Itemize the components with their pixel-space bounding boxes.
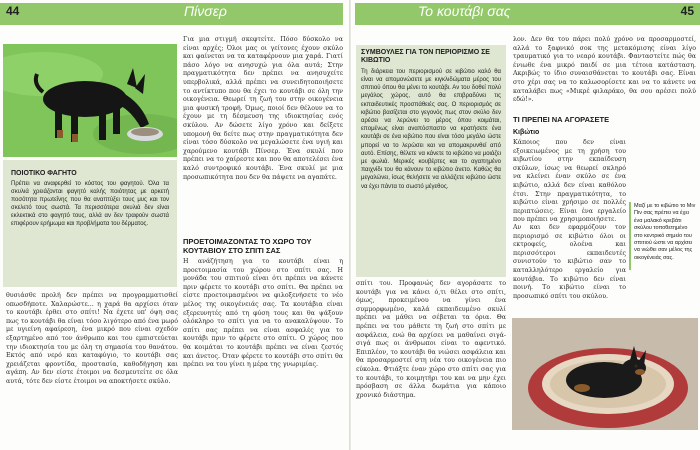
second-column-top (183, 36, 343, 182)
what-to-buy-heading: ΤΙ ΠΡΕΠΕΙ ΝΑ ΑΓΟΡΑΣΕΤΕ (513, 115, 610, 124)
crate-tips-title: ΣΥΜΒΟΥΛΕΣ ΓΙΑ ΤΟΝ ΠΕΡΙΟΡΙΣΜΟ ΣΕ ΚΙΒΩΤΙΟ (361, 49, 490, 65)
left-header-bar (0, 3, 343, 25)
second-column-paragraph: Για μια στιγμή σκεφτείτε. Πόσο δύσκολο να είναι αρχές; Όλοι μας οι γείτονες έχουν σκύλο και φαίνεται να τα καταφέρνουν μια χαρά. Γιατί πάσο λόγο να ανησυχώ για όλα αυτά; Στην πραγματικότητα δεν πρέπει να ανησυχείτε υπερβολικά, αλλά πρέπει να συνειδητοποιήσετε το αντίκτυπο που θα έχει το κουτάβι σε όλη την οικογένεια. Θεωρεί τη ζωή του στην οικογένεια μια φυσική τροφή. Όμως, ποιοί δεν θέλουν να το έχουν με τη δέσμευση της ιδιοκτησίας ενός σκύλου. Αν δώσετε λίγο χρόνο και δείξετε υπομονή θα δείτε πως στην πραγματικότητα δεν είναι τόσο δύσκολο να μεγαλώσετε ένα υγιή και χαρούμενο κουτάβι Πίνσερ. Ένα σκυλί που πρέπει να το χαίρεστε και που θα αποτελέσει ένα καλό συντροφικό κουτάβι. Ένα σκυλί με μια προσωπικότητα που δεν θα πάψετε να αγαπάτε. (183, 36, 343, 181)
prepare-space-heading: ΠΡΟΕΤΟΙΜΑΖΟΝΤΑΣ ΤΟ ΧΩΡΟ ΤΟΥ ΚΟΥΤΑΒΙΟΥ ΣΤΟ ΣΠΙΤΙ ΣΑΣ (183, 237, 312, 255)
quality-food-title: ΠΟΙΟΤΙΚΟ ΦΑΓΗΤΟ (11, 170, 77, 177)
second-column-bottom (183, 258, 343, 370)
dog-in-bed-illustration (512, 318, 698, 430)
left-column-text (6, 292, 178, 387)
crate-tips-box (356, 45, 506, 277)
crate-subheading: Κιβώτιο (513, 129, 540, 136)
crate-tips-body: Τη διάρκεια του περιορισμού σε κιβώτιο καλό θα είναι να απομονώσετε με κιγκλιδώματα μέρος του σπιτιού όπου θα μένει το κουτάβι. Αν του δοθεί πολύ μεγάλος χώρος, αυτό θα επιβραδύνει τις εκπαιδευτικές προσπάθειές σας. Ο περιορισμός σε κιβώτιο βασίζεται στο γεγονός πως στον σκύλο δεν αρέσει να λερώνει το μέρος όπου κοιμάται, επομένως είναι αναπόσπαστο να κρατήσετε ένα κουτάβι σε ένα κιβώτιο που είναι τόσο μεγάλο ώστε μπορεί να το λερώσει και να απομακρυνθεί από αυτό. Επίσης, θέλετε να κάνετε το κιβώτιο να μοιάζει με φωλιά. Μερικές κουβέρτες και το αγαπημένο παιχνίδι του θα κάνουν το κιβώτιο άνετο. Καθώς θα μεγαλώνει, ίσως θελήσετε να αλλάζετε κιβώτιο ώστε να έχει πάντα το σωστό μέγεθος. (361, 68, 501, 190)
bed-sidenote: Μαζί με το κιβώτιο το Μιν Πιν σας πρέπει να έχει ένα μαλακό κρεβάτι σκύλου τοποθετημένο στο κεντρικό σημείο του σπιτιού ώστε να αρχίσει να νιώθει σαν μέλος της οικογένειάς σας. (634, 203, 696, 261)
quality-food-body: Πρέπει να αναφερθεί το κόστος του φαγητού. Όλα τα σκυλιά χρειάζονται φαγητό καλής ποιότητας με αρκετή ποσότητα πρωτεΐνης που θα αναπτύξει τους μυς και τον σκελετό τους σωστά. Τα περισσότερα σκυλιά δεν είναι εκλεκτικά στο φαγητό τους, αλλά αν δεν τραφούν σωστά επιφέρουν ερήμωμα και προβλήματα του δέρματος. (11, 181, 169, 227)
fourth-column-paragraph: λον. Δεν θα του πάρει πολύ χρόνο να προσαρμοστεί, αλλά το ξαφνικό σοκ της μετακόμισης είναι λίγο τραυματικό για το νεαρό κουτάβι. Φανταστείτε πώς θα ένιωθε ένα μικρό παιδί σε μια τέτοια κατάσταση. Ακριβώς το ίδιο συναισθάνεται το κουτάβι σας. Είναι στο χέρι σας να το καλωσορίσετε και να το κάνετε να καταλάβει πως «Μικρέ φιλαράκο, θα σου αρέσει πολύ εδώ!». (513, 36, 696, 104)
fourth-column-mid (513, 139, 626, 225)
left-page-title: Πίνσερ (184, 3, 227, 19)
left-page-number: 44 (6, 4, 20, 18)
page-gutter (349, 0, 351, 450)
fourth-column-lower (513, 224, 626, 301)
right-page-title: Το κουτάβι σας (418, 3, 511, 19)
dog-eating-photo (3, 44, 177, 157)
right-header-bar (355, 3, 700, 25)
dog-in-bed-photo (512, 318, 698, 430)
fourth-column-top (513, 36, 696, 105)
sidenote-accent-bar (629, 202, 631, 270)
crate-intro-paragraph: Κάποιος που δεν είναι εξοικειωμένος με τη χρήση του κιβωτίου στην εκπαίδευση σκύλων, ίσως να θεωρεί σκληρό να κλείνει έναν σκύλο σε ένα κιβώτιο, αλλά δεν είναι καθόλου έτσι. Στην πραγματικότητα, το κιβώτιο είναι χρήσιμο σε πολλές περιπτώσεις. Είναι ένα εργαλείο που πρέπει να χρησιμοποιήσετε. (513, 139, 626, 224)
right-page-number: 45 (680, 4, 694, 18)
third-column-bottom (356, 280, 506, 400)
quality-food-box (3, 160, 177, 287)
third-column-paragraph: σπίτι του. Προφανώς δεν αγοράσατε το κουτάβι για να κάνει ό,τι θέλει στο σπίτι, όμως, προκειμένου να γίνει ένα συμμορφωμένο, καλά εκπαιδευμένο σκυλί πρέπει να μάθει να σέβεται τα όρια. Θα πρέπει να του μάθετε τη ζωή στο σπίτι με ασφάλεια, ενώ θα αρχίσει να μαθαίνει σιγά-σιγά πως οι άνθρωποι είναι το αφεντικό. Επιπλέον, το κουτάβι θα νιώσει ασφάλεια και θα προσαρμοστεί στη νέα του οικογένεια πιο εύκολα. Φτιάξτε έναν χώρο στο σπίτι σας για το κουτάβι, το κοιμητήρι του και να μην έχει πρόσβαση σε άλλα δωμάτια για κάποιο χρονικό διάστημα. (356, 280, 506, 399)
second-column-bottom-paragraph: Η ανάζήτηση για το κουτάβι είναι η προετοιμασία του χώρου στο σπίτι σας. Η μονάδα του σπιτιού είναι ότι πρέπει να κάνετε πριν φέρετε το κουτάβι στο σπίτι. Θα πρέπει να είστε προετοιμασμένοι να φιλοξενήσετε το νέο μέλος της οικογένειάς σας. Τα κουτάβια είναι εξερευνητές από τη φύση τους και θα ψάξουν ολόκληρο το σπίτι για να το ανακαλύψουν. Το σπίτι σας πρέπει να είναι ασφαλές για το κουτάβι πριν το φέρετε στο σπίτι. Ο χώρος που θα κοιμάται το κουτάβι πρέπει να είναι ζεστός και άνετος. Όταν φέρετε το κουτάβι στο σπίτι θα πρέπει να του γίνει η μέρα της γνωριμίας. (183, 258, 343, 369)
crate-detail-paragraph: Αν και δεν εφαρμόζουν τον περιορισμό σε κιβώτιο όλοι οι εκτροφείς, ολοένα και περισσότεροι εκπαιδευτές συνιστούν το κιβώτιο σαν το καταλληλότερο εργαλείο για κουτάβια. Το κιβώτιο δεν είναι ποινή. Το κιβώτιο είναι το προσωπικό σπίτι του σκύλου. (513, 224, 626, 300)
left-column-paragraph: θυσιάσθε προλή δεν πρέπει να προγραμματισθεί οπωσδήποτε. Χαλαρώστε... η χαρά θα αρχίσει όταν το κουτάβι έρθει στο σπίτι! Να έχετε υπ' όψη σας πως το κουτάβι θα είναι τόσο λιγότερο από ένα μωρό με υγιείνη αφαίρεση, ένα μικρό που είναι σχεδόν εξαρτημένο από τον άνθρωπο και του εμπιστεύεται την ιδιοκτησία του με όλη τη σημασία του θανάτου. Εκτός από νερό και καταφύγιο, το κουτάβι σας χρειάζεται φροντίδα, προστασία, καθοδήγηση και αγάπη. Αν δεν είστε έτοιμοι να δεσμευτείτε σε όλα αυτά, τότε δεν είστε έτοιμοι να αποκτήσετε σκύλο. (6, 292, 178, 385)
dog-eating-illustration (3, 44, 177, 157)
